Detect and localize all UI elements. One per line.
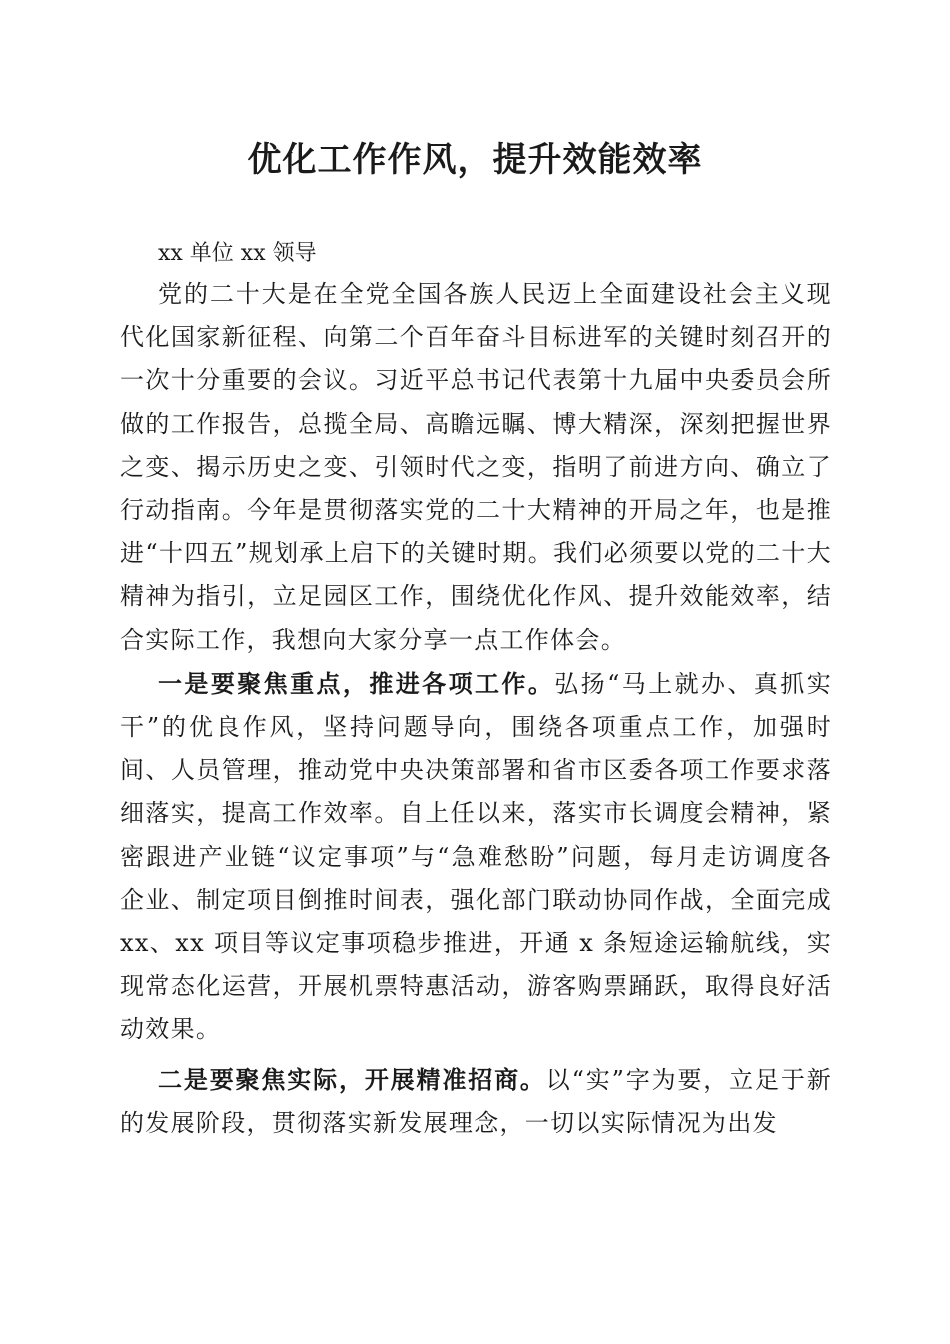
section-heading: 一是要聚焦重点，推进各项工作。 (158, 668, 555, 698)
document-title: 优化工作作风，提升效能效率 (247, 140, 703, 180)
section-paragraph (120, 662, 832, 1052)
section-paragraph (120, 1058, 832, 1145)
section-text: 以“实”字为要，立足于新的发展阶段，贯彻落实新发展理念，一切以实际情况为出发 (120, 1065, 833, 1137)
document-body (120, 273, 832, 1145)
section-heading: 二是要聚焦实际，开展精准招商。 (158, 1064, 546, 1094)
document-byline: xx 单位 xx 领导 (158, 241, 317, 266)
intro-paragraph: 党的二十大是在全党全国各族人民迈上全面建设社会主义现代化国家新征程、向第二个百年奋斗目标进军的关键时刻召开的一次十分重要的会议。习近平总书记代表第十九届中央委员会所做的工作报告，总揽全局、高瞻远瞩、博大精深，深刻把握世界之变、揭示历史之变、引领时代之变，指明了前进方向、确立了行动指南。今年是贯彻落实党的二十大精神的开局之年，也是推进“十四五”规划承上启下的关键时期。我们必须要以党的二十大精神为指引，立足园区工作，围绕优化作风、提升效能效率，结合实际工作，我想向大家分享一点工作体会。 (120, 280, 832, 654)
section-text: 弘扬“马上就办、真抓实干”的优良作风，坚持问题导向，围绕各项重点工作，加强时间、人员管理，推动党中央决策部署和省市区委各项工作要求落细落实，提高工作效率。自上任以来，落实市长调度会精神，紧密跟进产业链“议定事项”与“急难愁盼”问题，每月走访调度各企业、制定项目倒推时间表，强化部门联动协同作战，全面完成 xx、xx 项目等议定事项稳步推进，开通 x 条短途运输航线，实现常态化运营，开展机票特惠活动，游客购票踊跃，取得良好活动效果。 (120, 669, 833, 1044)
